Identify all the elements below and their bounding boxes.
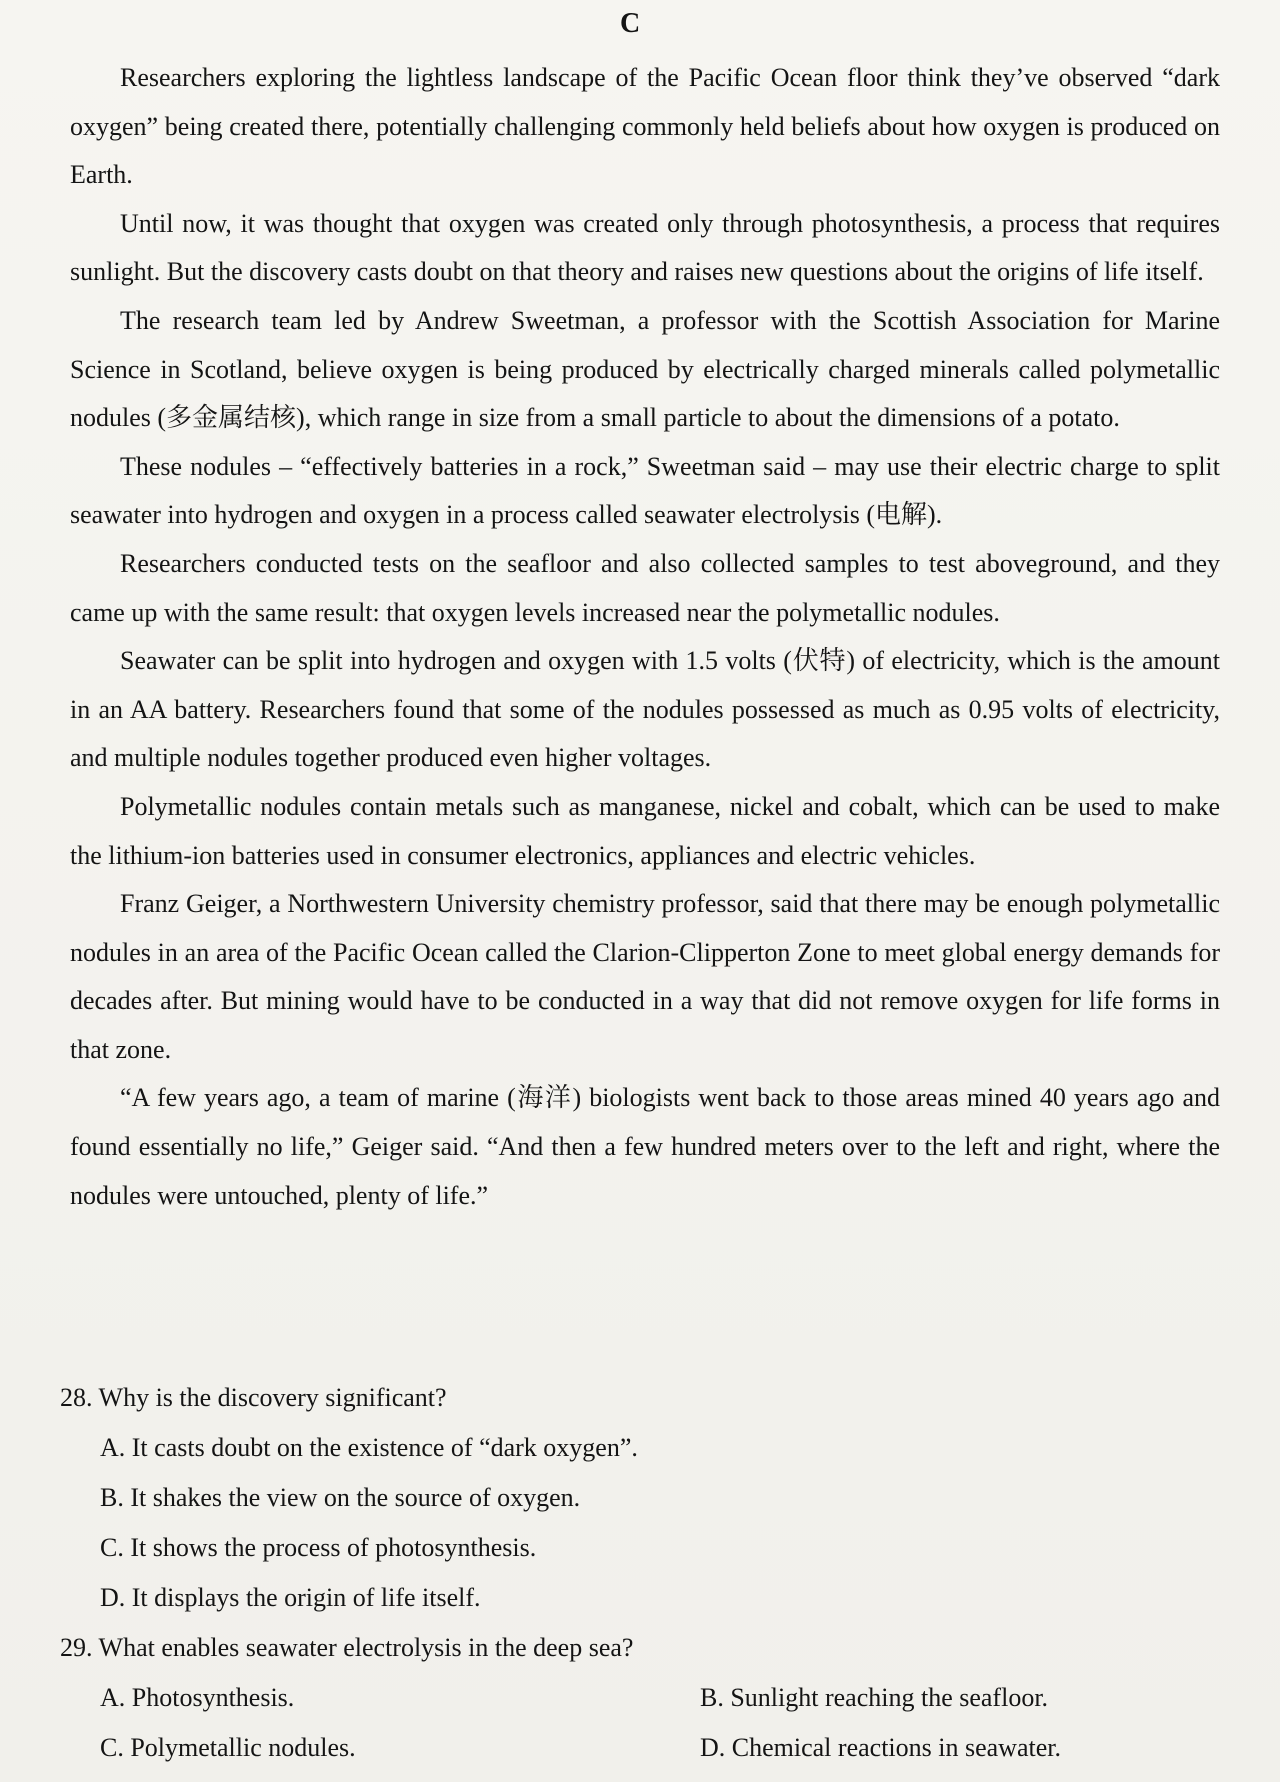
option-a: A. Photosynthesis. <box>100 1683 295 1712</box>
passage-paragraph: These nodules – “effectively batteries in a rock,” Sweetman said – may use their electric charge to split seawater into hydrogen and oxygen in a process called seawater electrolysis (电解). <box>70 451 1220 530</box>
question-stem: 28. Why is the discovery significant? <box>60 1383 447 1412</box>
passage-paragraph: Polymetallic nodules contain metals such as manganese, nickel and cobalt, which can be used to make the lithium-ion batteries used in consumer electronics, appliances and electric vehicles. <box>70 791 1220 870</box>
option-c: C. It shows the process of photosynthesis. <box>100 1533 537 1562</box>
section-letter: C <box>620 8 641 39</box>
question-stem: 29. What enables seawater electrolysis in the deep sea? <box>60 1633 634 1662</box>
passage-paragraph: Researchers exploring the lightless landscape of the Pacific Ocean floor think they’ve observed “dark oxygen” being created there, potentially challenging commonly held beliefs about how oxygen is produced on Earth. <box>70 63 1220 190</box>
option-b: B. Sunlight reaching the seafloor. <box>700 1683 1049 1712</box>
option-a: A. It casts doubt on the existence of “dark oxygen”. <box>100 1433 638 1462</box>
option-c: C. Polymetallic nodules. <box>100 1733 356 1762</box>
option-b: B. It shakes the view on the source of oxygen. <box>100 1483 581 1512</box>
question-29 <box>60 1623 1220 1773</box>
reading-passage <box>70 54 1220 1220</box>
option-d: D. Chemical reactions in seawater. <box>700 1733 1061 1762</box>
passage-paragraph: “A few years ago, a team of marine (海洋) biologists went back to those areas mined 40 years ago and found essentially no life,” Geiger said. “And then a few hundred meters over to the left and right, where the nodules were untouched, plenty of life.” <box>70 1083 1220 1210</box>
passage-paragraph: Researchers conducted tests on the seafloor and also collected samples to test aboveground, and they came up with the same result: that oxygen levels increased near the polymetallic nodules. <box>70 548 1220 627</box>
passage-paragraph: Franz Geiger, a Northwestern University chemistry professor, said that there may be enough polymetallic nodules in an area of the Pacific Ocean called the Clarion-Clipperton Zone to meet global energy demands for decades after. But mining would have to be conducted in a way that did not remove oxygen for life forms in that zone. <box>70 889 1220 1064</box>
question-28 <box>60 1373 1220 1623</box>
passage-paragraph: Until now, it was thought that oxygen was created only through photosynthesis, a process that requires sunlight. But the discovery casts doubt on that theory and raises new questions about the origins of life itself. <box>70 208 1220 287</box>
option-grid <box>60 1673 1220 1773</box>
passage-paragraph: Seawater can be split into hydrogen and oxygen with 1.5 volts (伏特) of electricity, which is the amount in an AA battery. Researchers found that some of the nodules possessed as much as 0.95 volts of electricity, and multiple nodules together produced even higher voltages. <box>70 646 1220 773</box>
passage-paragraph: The research team led by Andrew Sweetman, a professor with the Scottish Association for Marine Science in Scotland, believe oxygen is being produced by electrically charged minerals called polymetallic nodules (多金属结核), which range in size from a small particle to about the dimensions of a potato. <box>70 305 1220 433</box>
question-list <box>60 1373 1220 1773</box>
option-d: D. It displays the origin of life itself. <box>100 1583 481 1612</box>
